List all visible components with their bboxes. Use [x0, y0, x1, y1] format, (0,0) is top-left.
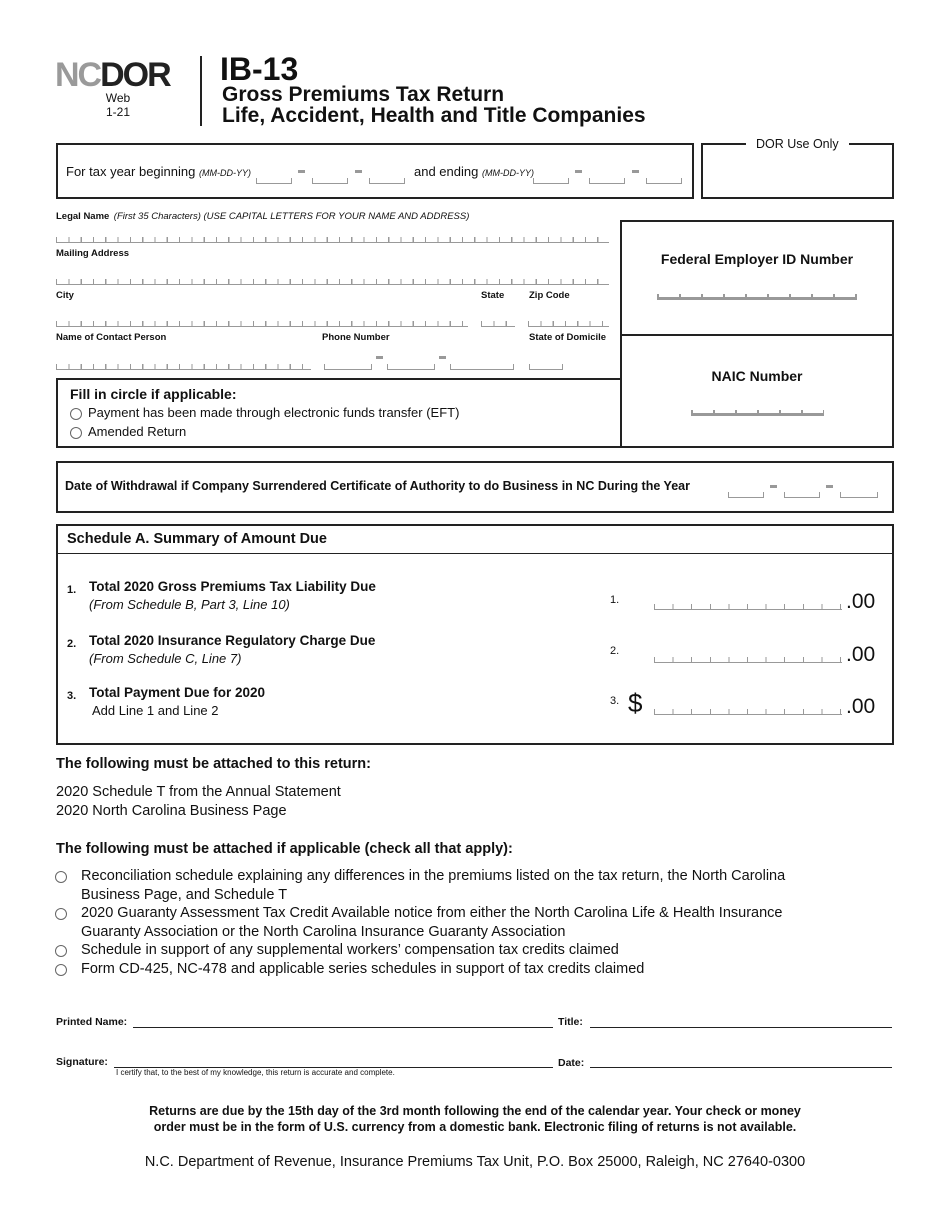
begin-month-field[interactable]: [256, 178, 292, 184]
line-2-title: Total 2020 Insurance Regulatory Charge Due: [89, 633, 376, 648]
certify-text: I certify that, to the best of my knowledge, this return is accurate and complete.: [116, 1068, 395, 1077]
printed-name-label: Printed Name:: [56, 1016, 128, 1028]
mailing-address-field[interactable]: [56, 279, 609, 285]
dash: [298, 170, 305, 173]
title-line-2: Life, Accident, Health and Title Companies: [222, 104, 646, 127]
title-line-1: Gross Premiums Tax Return: [222, 83, 505, 106]
optional-item-3: Schedule in support of any supplemental workers’ compensation tax credits claimed: [81, 942, 619, 958]
form-title: [222, 84, 646, 126]
logo-dor: DOR: [100, 56, 170, 94]
line-3-ref: 3.: [610, 695, 620, 707]
eft-radio[interactable]: [70, 408, 82, 420]
phone-prefix-field[interactable]: [387, 364, 435, 370]
tax-year-end-label: and ending (MM-DD-YY): [414, 164, 534, 179]
end-day-field[interactable]: [589, 178, 625, 184]
dash: [355, 170, 362, 173]
dor-use-only-box: [701, 143, 894, 199]
dash: [770, 485, 777, 488]
line-3-cents: .00: [846, 695, 876, 718]
fein-field[interactable]: [657, 294, 857, 300]
naic-field[interactable]: [691, 410, 824, 416]
phone-area-field[interactable]: [324, 364, 372, 370]
withdrawal-month-field[interactable]: [728, 492, 764, 498]
schedule-a-divider: [56, 553, 894, 554]
line-3: [67, 685, 266, 718]
signature-label: Signature:: [56, 1056, 108, 1068]
required-item-1: 2020 Schedule T from the Annual Statement: [56, 784, 341, 800]
edition: Web: [105, 91, 131, 105]
optional-checkbox-3[interactable]: [55, 945, 67, 957]
legal-name-label: Legal Name (First 35 Characters) (USE CAPITAL LETTERS FOR YOUR NAME AND ADDRESS): [56, 211, 470, 222]
title-label: Title:: [558, 1016, 583, 1028]
schedule-a-title: Schedule A. Summary of Amount Due: [67, 531, 327, 547]
domicile-field[interactable]: [529, 364, 563, 370]
city-label: City: [56, 290, 74, 301]
fein-label: Federal Employer ID Number: [660, 251, 854, 267]
printed-name-field[interactable]: [133, 1026, 553, 1028]
line-2-sub: (From Schedule C, Line 7): [89, 651, 242, 666]
contact-label: Name of Contact Person: [56, 332, 167, 343]
end-year-field[interactable]: [646, 178, 682, 184]
line-3-title: Total Payment Due for 2020: [89, 685, 266, 700]
withdrawal-day-field[interactable]: [784, 492, 820, 498]
line-2-num: 2.: [67, 638, 77, 650]
date-label: Date:: [558, 1057, 585, 1069]
line-3-num: 3.: [67, 690, 77, 702]
begin-day-field[interactable]: [312, 178, 348, 184]
naic-label: NAIC Number: [711, 368, 803, 384]
line-3-amount-field[interactable]: [654, 709, 842, 715]
optional-checkbox-4[interactable]: [55, 964, 67, 976]
mailing-address-label: Mailing Address: [56, 248, 130, 259]
phone-label: Phone Number: [322, 332, 390, 343]
revision: 1-21: [105, 105, 131, 119]
date-field[interactable]: [590, 1066, 892, 1068]
eft-label: Payment has been made through electronic funds transfer (EFT): [88, 405, 460, 420]
dash: [575, 170, 582, 173]
end-month-field[interactable]: [533, 178, 569, 184]
required-title: The following must be attached to this return:: [56, 756, 371, 772]
line-2-amount-field[interactable]: [654, 657, 842, 663]
state-field[interactable]: [481, 321, 515, 327]
fein-box: [620, 220, 894, 336]
line-3-sub: Add Line 1 and Line 2: [92, 703, 219, 718]
title-field[interactable]: [590, 1026, 892, 1028]
amended-label: Amended Return: [88, 424, 187, 439]
line-1-cents: .00: [846, 590, 876, 613]
line-1-num: 1.: [67, 584, 77, 596]
domicile-label: State of Domicile: [529, 332, 607, 343]
dash: [376, 356, 383, 359]
phone-line-field[interactable]: [450, 364, 514, 370]
optional-checkbox-2[interactable]: [55, 908, 67, 920]
withdrawal-label: Date of Withdrawal if Company Surrendered Certificate of Authority to do Business in NC During the Year: [65, 479, 690, 493]
due-notice: Returns are due by the 15th day of the 3rd month following the end of the calendar year. Your check or money order must be in the form of U.S. currency from a domestic bank. Electronic filing of returns is not available.: [149, 1104, 801, 1134]
required-item-2: 2020 North Carolina Business Page: [56, 803, 287, 819]
applicable-title: Fill in circle if applicable:: [70, 386, 237, 402]
optional-item-4: Form CD-425, NC-478 and applicable series schedules in support of tax credits claimed: [81, 961, 645, 977]
edition-block: [100, 91, 136, 119]
withdrawal-year-field[interactable]: [840, 492, 878, 498]
logo-nc: NC: [55, 56, 101, 94]
amended-radio[interactable]: [70, 427, 82, 439]
zip-label: Zip Code: [529, 290, 570, 301]
line-2: [67, 633, 376, 666]
line-2-ref: 2.: [610, 645, 620, 657]
naic-box: [620, 334, 894, 448]
dash: [632, 170, 639, 173]
optional-title: The following must be attached if applicable (check all that apply):: [56, 841, 513, 857]
legal-name-field[interactable]: [56, 237, 609, 243]
line-1-sub: (From Schedule B, Part 3, Line 10): [89, 597, 290, 612]
tax-year-begin-label: For tax year beginning (MM-DD-YY): [66, 164, 251, 179]
city-field[interactable]: [56, 321, 468, 327]
begin-year-field[interactable]: [369, 178, 405, 184]
zip-field[interactable]: [528, 321, 609, 327]
contact-field[interactable]: [56, 364, 311, 370]
optional-item-1: Reconciliation schedule explaining any differences in the premiums listed on the tax return, the North Carolina Business Page, and Schedule T: [81, 868, 786, 903]
line-1-title: Total 2020 Gross Premiums Tax Liability Due: [89, 579, 376, 594]
dash: [826, 485, 833, 488]
optional-item-2: 2020 Guaranty Assessment Tax Credit Available notice from either the North Carolina Life & Health Insurance Guaranty Association or the North Carolina Insurance Guaranty Association: [81, 905, 783, 940]
line-1: [67, 579, 376, 612]
state-label: State: [481, 290, 505, 301]
line-3-currency: $: [628, 688, 643, 718]
line-1-ref: 1.: [610, 594, 620, 606]
footer-address: N.C. Department of Revenue, Insurance Premiums Tax Unit, P.O. Box 25000, Raleigh, NC 27640-0300: [144, 1154, 806, 1170]
dash: [439, 356, 446, 359]
line-2-cents: .00: [846, 643, 876, 666]
ncdor-logo: [55, 58, 170, 92]
line-1-amount-field[interactable]: [654, 604, 842, 610]
optional-checkbox-1[interactable]: [55, 871, 67, 883]
header-divider: [200, 56, 202, 126]
form-id: IB-13: [220, 51, 299, 87]
dor-use-only-label: DOR Use Only: [746, 137, 849, 151]
